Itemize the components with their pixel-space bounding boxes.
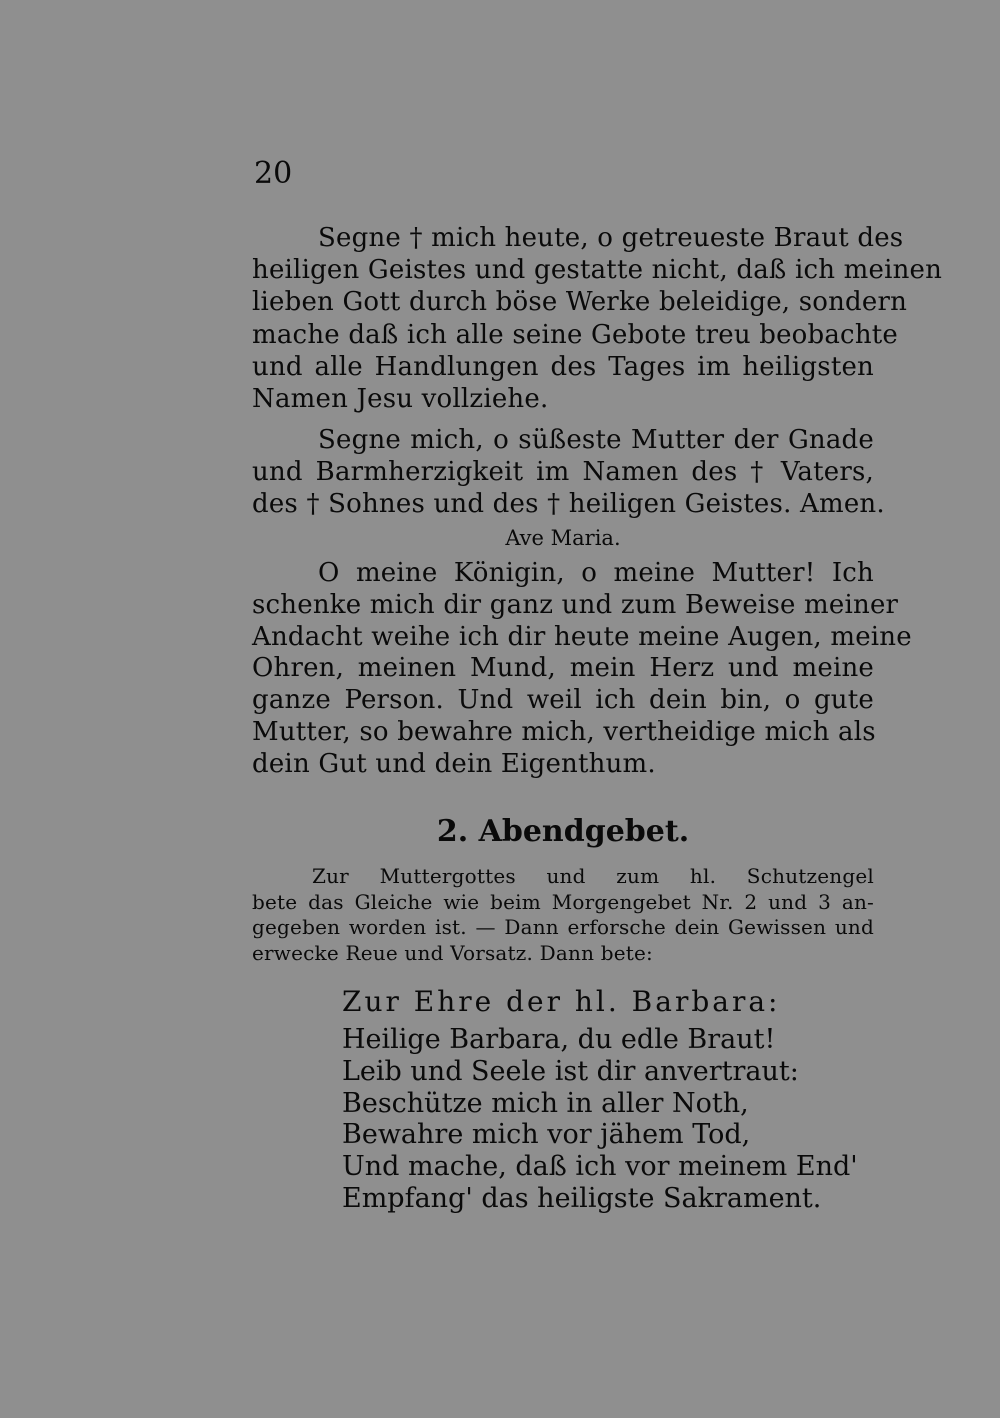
paragraph-queen xyxy=(252,558,912,781)
text-line: Segne mich, o süßeste Mutter der Gnade xyxy=(318,425,874,455)
text-line: bete das Gleiche wie beim Morgengebet Nr. 2 und 3 an- xyxy=(252,889,874,914)
text-line: O meine Königin, o meine Mutter! Ich xyxy=(318,558,874,588)
ave-maria-line: Ave Maria. xyxy=(505,526,621,550)
page-number: 20 xyxy=(254,156,293,191)
text-line: Andacht weihe ich dir heute meine Augen, meine xyxy=(252,621,912,652)
text-line: Segne † mich heute, o getreueste Braut des xyxy=(318,223,904,253)
text-line: Namen Jesu vollziehe. xyxy=(252,383,549,414)
paragraph-mother-of-grace xyxy=(252,424,885,520)
text-line: dein Gut und dein Eigenthum. xyxy=(252,748,656,779)
text-line: und alle Handlungen des Tages im heiligsten xyxy=(252,351,874,382)
paragraph-blessing xyxy=(252,222,943,415)
text-line: gegeben worden ist. — Dann erforsche dein Gewissen und xyxy=(252,915,874,939)
text-line: Zur Muttergottes und zum hl. Schutzengel xyxy=(312,864,874,888)
text-line: Mutter, so bewahre mich, vertheidige mich als xyxy=(252,716,876,747)
text-line: lieben Gott durch böse Werke beleidige, sondern xyxy=(252,287,908,318)
text-line: heiligen Geistes und gestatte nicht, daß ich meinen xyxy=(252,255,943,286)
text-line: erwecke Reue und Vorsatz. Dann bete: xyxy=(252,940,653,965)
text-line: schenke mich dir ganz und zum Beweise meiner xyxy=(252,589,899,620)
text-line: Ohren, meinen Mund, mein Herz und meine xyxy=(252,653,874,684)
verse-line: Und mache, daß ich vor meinem End' xyxy=(342,1151,858,1183)
verse-line: Bewahre mich vor jähem Tod, xyxy=(342,1119,751,1151)
text-line: ganze Person. Und weil ich dein bin, o gute xyxy=(252,685,874,716)
verse-line: Heilige Barbara, du edle Braut! xyxy=(342,1024,776,1055)
text-line: mache daß ich alle seine Gebote treu beobachte xyxy=(252,319,898,350)
verse-line: Beschütze mich in aller Noth, xyxy=(342,1087,749,1119)
text-line: und Barmherzigkeit im Namen des † Vaters, xyxy=(252,457,874,487)
verse-line: Empfang' das heiligste Sakrament. xyxy=(342,1182,822,1214)
section-heading: 2. Abendgebet. xyxy=(436,814,690,849)
verse-line: Leib und Seele ist dir anvertraut: xyxy=(342,1055,799,1087)
prayer-title: Zur Ehre der hl. Barbara: xyxy=(342,985,781,1018)
text-line: des † Sohnes und des † heiligen Geistes. Amen. xyxy=(252,489,885,519)
verse-prayer xyxy=(342,1024,858,1215)
instruction-note xyxy=(252,864,874,966)
